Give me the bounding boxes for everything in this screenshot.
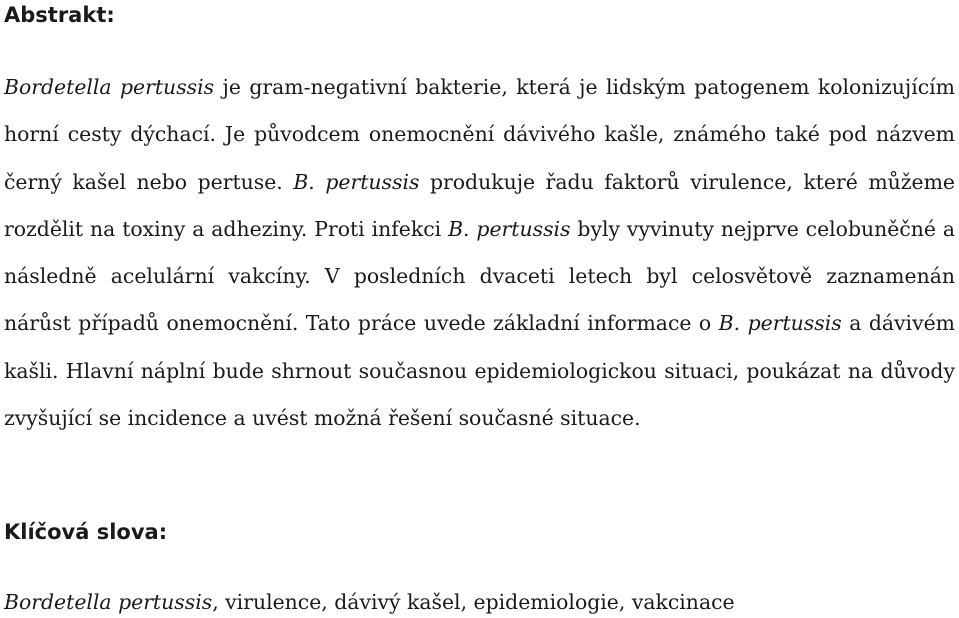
species-name: Bordetella pertussis: [4, 75, 215, 99]
species-name: B. pertussis: [448, 216, 571, 241]
abstract-text: produkuje řadu faktorů virulence, které můžeme rozdělit na toxiny a adheziny. Proti infekci: [4, 169, 955, 241]
abstract-text: byly vyvinuty nejprve celobuněčné a následně acelulární vakcíny. V posledních dvaceti letech byl celosvětově zaznamenán nárůst případů onemocnění. Tato práce uvede základní informace o: [4, 216, 955, 336]
keyword-species: Bordetella pertussis: [4, 590, 213, 614]
abstract-heading: Abstrakt:: [4, 3, 115, 27]
abstract-paragraph: [4, 64, 955, 442]
keywords-line: [4, 586, 955, 618]
species-name: B. pertussis: [718, 311, 842, 336]
abstract-text: je gram-negativní bakterie, která je lidským patogenem kolonizujícím horní cesty dýchací. Je původcem onemocnění dávivého kašle, známého také pod názvem černý kašel nebo pertuse.: [4, 75, 955, 194]
species-name: B. pertussis: [293, 169, 420, 194]
keywords-list: , virulence, dávivý kašel, epidemiologie, vakcinace: [212, 590, 735, 614]
abstract-text: a dávivém kašli. Hlavní náplní bude shrnout současnou epidemiologickou situaci, poukázat na důvody zvyšující se incidence a uvést možná řešení současné situace.: [4, 311, 955, 431]
keywords-heading: Klíčová slova:: [4, 520, 168, 544]
